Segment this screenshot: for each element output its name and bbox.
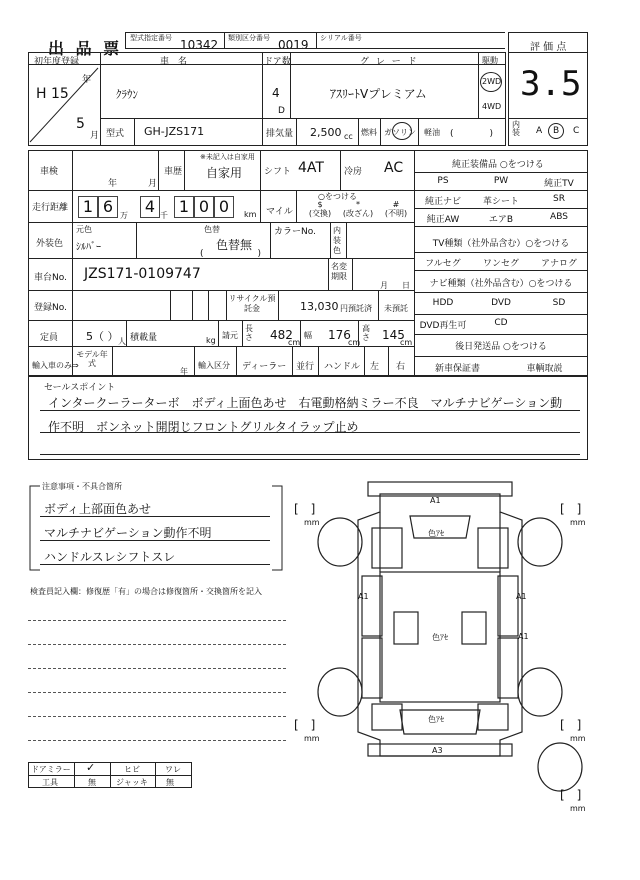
mileage-digit: 4 (140, 196, 160, 218)
first-reg-label: 初年度登録 (34, 57, 80, 67)
first-reg-year-unit: 年 (82, 75, 92, 85)
length-unit: cm (288, 338, 301, 347)
damage-mark: 色ｱｾ (432, 633, 448, 642)
inspector-label: 検査員記入欄：修復歴「有」の場合は修復箇所・交換箇所を記入 (30, 587, 262, 596)
equipment-divider (414, 226, 588, 227)
navi-item: DVD再生可 (419, 321, 467, 331)
interior-label: 内 装 (512, 120, 520, 137)
fuel-label: 燃料 (361, 128, 377, 137)
jack-label: ジャッキ (116, 778, 148, 787)
drive-2wd: 2WD (482, 77, 502, 86)
tire-unit: mm (570, 804, 586, 813)
equipment-divider (414, 314, 588, 315)
damage-mark: A1 (358, 592, 369, 601)
equipment-divider (414, 252, 588, 253)
mirror-check: ✓ (86, 761, 96, 774)
inspector-line (28, 716, 286, 717)
first-reg-month: 5 (76, 116, 85, 132)
grade-label: グ レ ー ド (360, 57, 419, 67)
interior-color-label: 内装色 (333, 226, 341, 255)
car-name-label: 車 名 (160, 57, 188, 67)
width-label: 幅 (304, 331, 312, 340)
width-unit: cm (348, 338, 361, 347)
rating-label: 評 価 点 (530, 42, 567, 53)
mileage-digit: 1 (174, 196, 194, 218)
car-name: ｸﾗｳﾝ (116, 88, 138, 101)
odo-tampered: * (改ざん) (342, 200, 374, 218)
note-underline (40, 516, 270, 517)
rating-value: 3.5 (520, 64, 582, 104)
inspection-label: 車検 (40, 167, 59, 177)
inspector-line (28, 668, 286, 669)
equipment-item: PS (437, 176, 449, 186)
sales-point-line2: 作不明 ボンネット開閉じフロントグリルタイラップ止め (48, 420, 359, 434)
plate-label: 請元 (222, 331, 238, 340)
tire-unit: mm (304, 734, 320, 743)
odo-exchange: $ (交換) (308, 200, 332, 218)
class-no-label: 類別区分番号 (228, 34, 270, 42)
recycle-unpaid: 未預託 (384, 304, 408, 313)
name-change-day: 日 (402, 281, 410, 290)
handle-label: ハンドル (324, 362, 361, 372)
equipment-item: 革シート (482, 197, 519, 207)
note-underline (40, 564, 270, 565)
type-cert-label: 型式指定番号 (130, 34, 172, 42)
equipment-item: ABS (550, 212, 568, 222)
interior-grade-a: A (536, 126, 543, 136)
note-underline (40, 540, 270, 541)
recycle-value: 13,030 (300, 300, 339, 313)
tire-unit: mm (304, 518, 320, 527)
color-value: ｼﾙﾊﾞｰ (76, 242, 101, 253)
crack-label: ヒビ (124, 765, 140, 774)
equipment-item: 純正AW (426, 215, 460, 225)
navi-item: CD (494, 318, 508, 328)
doors-value: 4 (272, 86, 280, 100)
equipment-item: 純正TV (544, 179, 574, 189)
first-reg-month-unit: 月 (90, 131, 100, 141)
inspector-line (28, 644, 286, 645)
handle-left: 左 (370, 362, 380, 372)
inspector-line (28, 740, 286, 741)
height-unit: cm (400, 338, 413, 347)
tire-unit: mm (570, 734, 586, 743)
damage-mark: A3 (432, 746, 443, 755)
model-value: GH-JZS171 (144, 125, 205, 138)
navi-item: DVD (491, 298, 511, 308)
orig-color-label: 元色 (76, 225, 92, 234)
equipment-item: エアB (488, 215, 514, 225)
load-unit: kg (206, 336, 216, 345)
jack-value: 無 (166, 778, 174, 787)
drive-label: 駆動 (482, 56, 498, 65)
tire-bracket: [ ] (294, 502, 316, 516)
import-dealer: ディーラー (242, 362, 287, 372)
displacement-value: 2,500 (310, 126, 342, 139)
later-item: 車輌取説 (526, 364, 563, 374)
equipment-divider (414, 356, 588, 357)
import-parallel: 並行 (296, 362, 315, 372)
tire-bracket: [ ] (560, 502, 582, 516)
tire-bracket: [ ] (560, 788, 582, 802)
length-label: 長さ (245, 324, 253, 342)
break-label: ワレ (165, 765, 181, 774)
first-reg-year: H 15 (36, 86, 69, 102)
colorno-label: カラーNo. (274, 227, 316, 237)
mileage-unit-km: km (244, 210, 257, 219)
tv-header: TV種類（社外品含む）○をつける (432, 239, 570, 249)
later-item: 新車保証書 (434, 364, 480, 374)
damage-mark: A1 (516, 592, 527, 601)
inspection-year-unit: 年 (108, 179, 118, 189)
navi-item: HDD (432, 298, 454, 308)
fuel-other-bracket: ( ) (450, 129, 494, 139)
mileage-digit: 0 (194, 196, 214, 218)
import-label: 輸入車のみ⇒ (32, 361, 79, 370)
displacement-label: 排気量 (266, 129, 294, 139)
odo-unknown: # (不明) (384, 200, 408, 218)
ac-label: 冷房 (344, 167, 363, 177)
drive-4wd: 4WD (482, 102, 502, 111)
odometer-note: ○をつける (318, 192, 357, 201)
mirror-label: ドアミラー (31, 765, 71, 774)
fuel-diesel: 軽油 (424, 128, 440, 137)
tv-item: ワンセグ (482, 259, 519, 269)
name-change-label: 名変期限 (331, 262, 347, 281)
history-label: 車歴 (164, 167, 183, 177)
page-title: 出 品 票 (48, 39, 123, 58)
tv-item: アナログ (540, 259, 577, 269)
repaint-label: 色替 (204, 225, 220, 234)
history-value: 自家用 (206, 166, 243, 180)
tire-unit: mm (570, 518, 586, 527)
equipment-item: PW (493, 176, 509, 186)
equipment-divider (414, 190, 588, 191)
load-label: 積載量 (130, 333, 158, 343)
width-value: 176 (328, 328, 351, 342)
doors-suffix: D (278, 106, 285, 116)
class-no-value: 0019 (278, 38, 309, 52)
sales-point-line1: インタークーラーターボ ボディ上面色あせ 右電動格納ミラー不良 マルチナビゲーション動 (48, 396, 563, 410)
mileage-digit: 6 (98, 196, 118, 218)
model-label: 型式 (106, 129, 125, 139)
navi-header: ナビ種類（社外品含む）○をつける (429, 279, 573, 289)
height-label: 高さ (362, 324, 370, 342)
damage-mark: 色ｱｾ (428, 715, 444, 724)
equipment-divider (414, 292, 588, 293)
import-cat-label: 輸入区分 (198, 361, 230, 370)
tire-bracket: [ ] (294, 718, 316, 732)
damage-mark: 色ｱｾ (428, 529, 444, 538)
damage-mark: A1 (430, 496, 441, 505)
navi-item: SD (552, 298, 566, 308)
note-item: ボディ上部面色あせ (44, 502, 152, 516)
shift-value: 4AT (298, 160, 324, 176)
equipment-divider (414, 270, 588, 271)
sales-point-label: セールスポイント (44, 383, 116, 393)
later-header: 後日発送品 ○をつける (455, 342, 547, 352)
model-year-label: モデル年式 (76, 350, 108, 368)
inspector-line (28, 620, 286, 621)
equipment-item: SR (553, 194, 565, 204)
repaint-bracket: ( ) (200, 249, 262, 259)
equipment-header: 純正装備品 ○をつける (452, 160, 544, 170)
tool-value: 無 (88, 778, 96, 787)
repaint-value: 色替無 (216, 238, 253, 252)
chassis-label: 車台No. (34, 273, 67, 283)
inspection-month-unit: 月 (148, 179, 158, 189)
mileage-unit-man: 万 (120, 211, 128, 220)
capacity-label: 定員 (40, 333, 59, 343)
model-year-unit: 年 (180, 367, 188, 376)
shift-label: シフト (264, 167, 292, 177)
height-value: 145 (382, 328, 405, 342)
color-label: 外装色 (36, 239, 64, 249)
length-value: 482 (270, 328, 293, 342)
ac-value: AC (384, 160, 404, 176)
mile-label: マイル (266, 207, 293, 217)
equipment-divider (414, 334, 588, 335)
capacity-unit: 人 (118, 337, 126, 346)
grade-value: ｱｽﾘｰﾄVプレミアム (330, 87, 427, 101)
fuel-gas: ガソリン (384, 128, 416, 137)
tool-label: 工具 (42, 778, 58, 787)
displacement-unit: cc (344, 132, 353, 141)
interior-grade-c: C (573, 126, 580, 136)
damage-mark: A1 (518, 632, 529, 641)
inspector-line (28, 692, 286, 693)
note-item: ハンドルスレシフトスレ (44, 550, 176, 564)
mileage-unit-sen: 千 (160, 211, 168, 220)
serial-label: シリアル番号 (320, 34, 362, 42)
reg-no-label: 登録No. (34, 303, 67, 313)
recycle-unit: 円預託済 (340, 304, 372, 313)
capacity-value: 5（ ） (86, 330, 119, 343)
type-cert-value: 10342 (180, 38, 219, 52)
name-change-month: 月 (380, 281, 388, 290)
tv-item: フルセグ (425, 259, 461, 269)
equipment-item: 純正ナビ (424, 197, 461, 207)
mileage-digit: 0 (214, 196, 234, 218)
tire-bracket: [ ] (560, 718, 582, 732)
history-note: ※未記入は自家用 (200, 153, 255, 161)
notes-label: 注意事項・不具合箇所 (42, 482, 122, 491)
chassis-value: JZS171-0109747 (84, 266, 201, 282)
note-item: マルチナビゲーション動作不明 (44, 526, 212, 540)
doors-label: ドア数 (264, 57, 291, 67)
mileage-label: 走行距離 (32, 203, 69, 213)
interior-grade-b: B (553, 126, 560, 136)
equipment-divider (414, 208, 588, 209)
recycle-label: リサイクル預託金 (228, 294, 276, 313)
handle-right: 右 (396, 362, 406, 372)
mileage-digit: 1 (78, 196, 98, 218)
